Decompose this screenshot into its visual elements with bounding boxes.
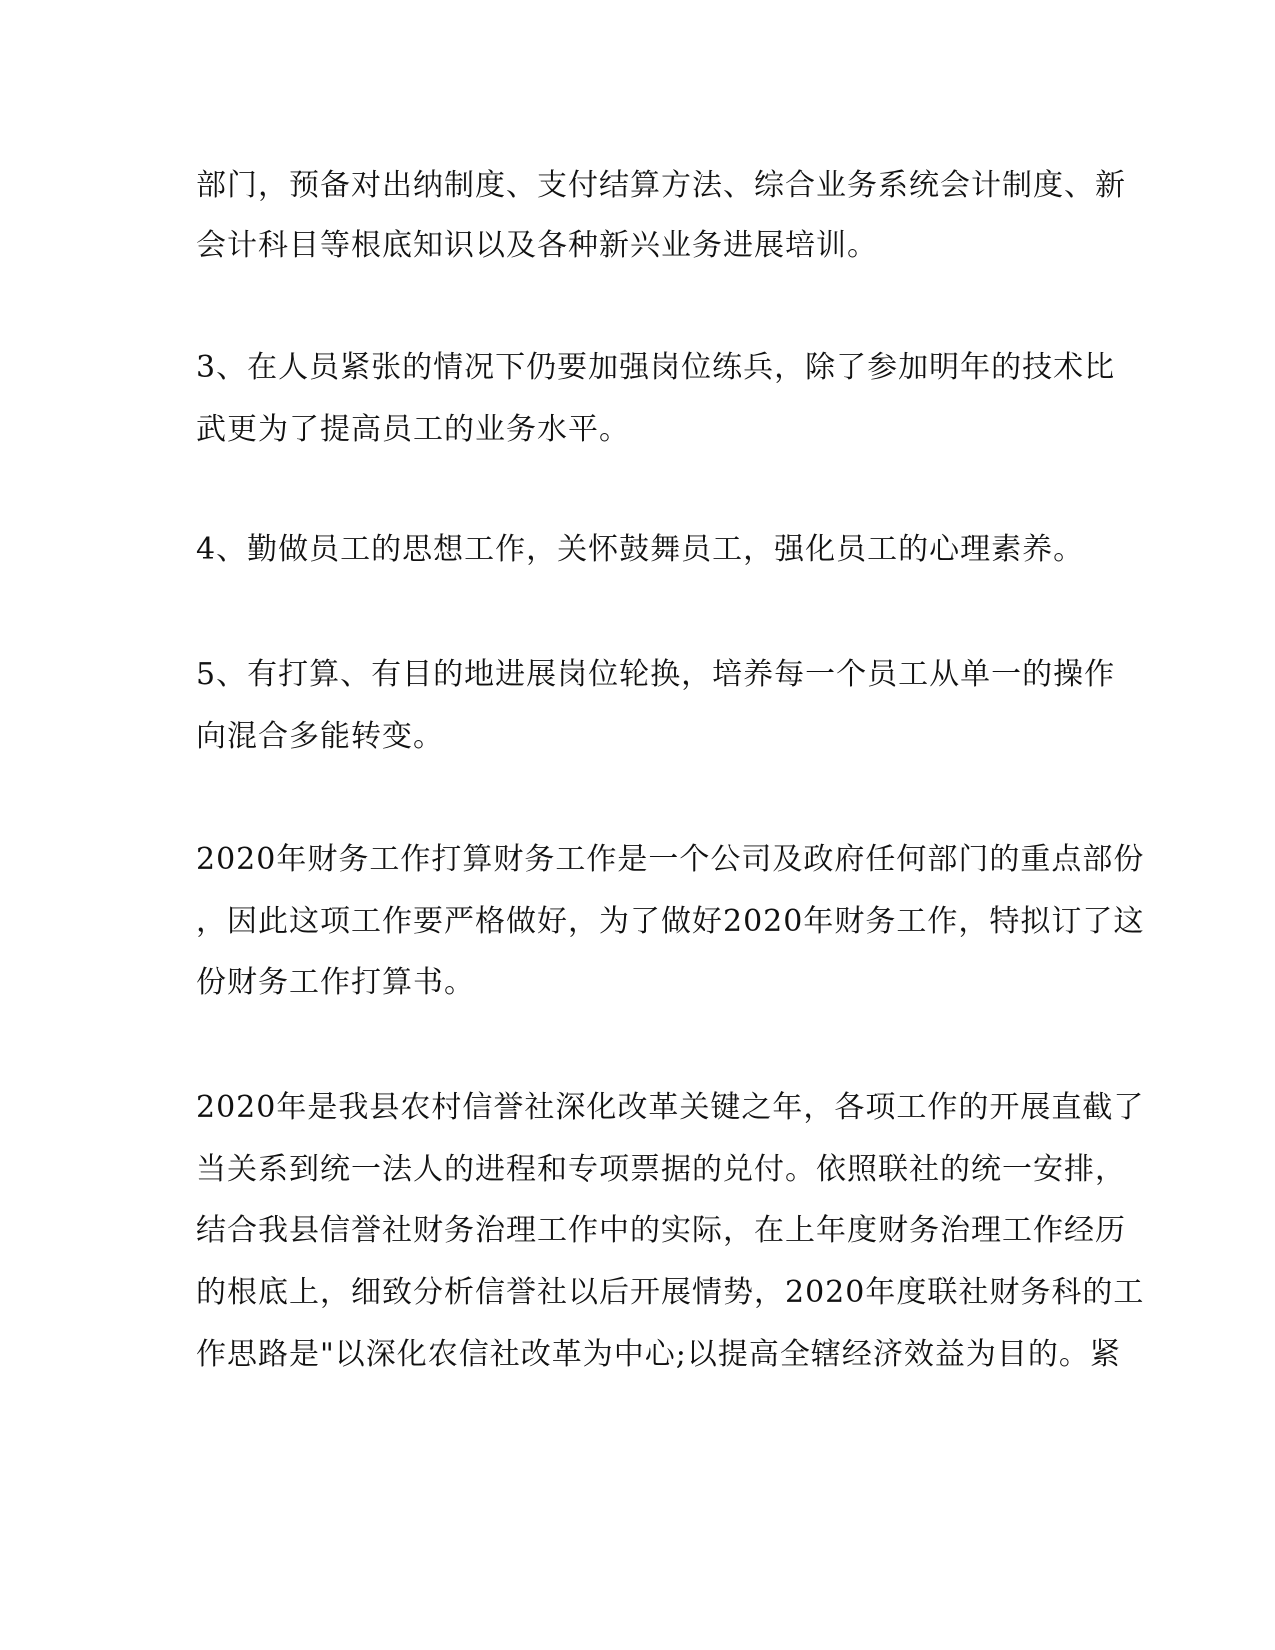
paragraph-6-line-1: 2020年是我县农村信誉社深化改革关键之年，各项工作的开展直截了 <box>196 1090 1145 1125</box>
paragraph-1-line-1: 部门，预备对出纳制度、支付结算方法、综合业务系统会计制度、新 <box>196 168 1126 203</box>
paragraph-4-line-1: 5、有打算、有目的地进展岗位轮换，培养每一个员工从单一的操作 <box>196 657 1116 692</box>
paragraph-3-line-1: 4、勤做员工的思想工作，关怀鼓舞员工，强化员工的心理素养。 <box>196 532 1085 567</box>
paragraph-5-line-2: ，因此这项工作要严格做好，为了做好2020年财务工作，特拟订了这 <box>196 904 1145 939</box>
paragraph-2-line-2: 武更为了提高员工的业务水平。 <box>196 412 630 447</box>
paragraph-5-line-3: 份财务工作打算书。 <box>196 965 475 1000</box>
paragraph-6-line-2: 当关系到统一法人的进程和专项票据的兑付。依照联社的统一安排， <box>196 1152 1126 1187</box>
paragraph-2-line-1: 3、在人员紧张的情况下仍要加强岗位练兵，除了参加明年的技术比 <box>196 350 1116 385</box>
paragraph-5-line-1: 2020年财务工作打算财务工作是一个公司及政府任何部门的重点部份 <box>196 842 1145 877</box>
paragraph-6-line-4: 的根底上，细致分析信誉社以后开展情势，2020年度联社财务科的工 <box>196 1275 1145 1310</box>
paragraph-6-line-5: 作思路是"以深化农信社改革为中心;以提高全辖经济效益为目的。紧 <box>196 1337 1121 1372</box>
paragraph-6-line-3: 结合我县信誉社财务治理工作中的实际，在上年度财务治理工作经历 <box>196 1213 1126 1248</box>
paragraph-4-line-2: 向混合多能转变。 <box>196 719 444 754</box>
paragraph-1-line-2: 会计科目等根底知识以及各种新兴业务进展培训。 <box>196 228 878 263</box>
